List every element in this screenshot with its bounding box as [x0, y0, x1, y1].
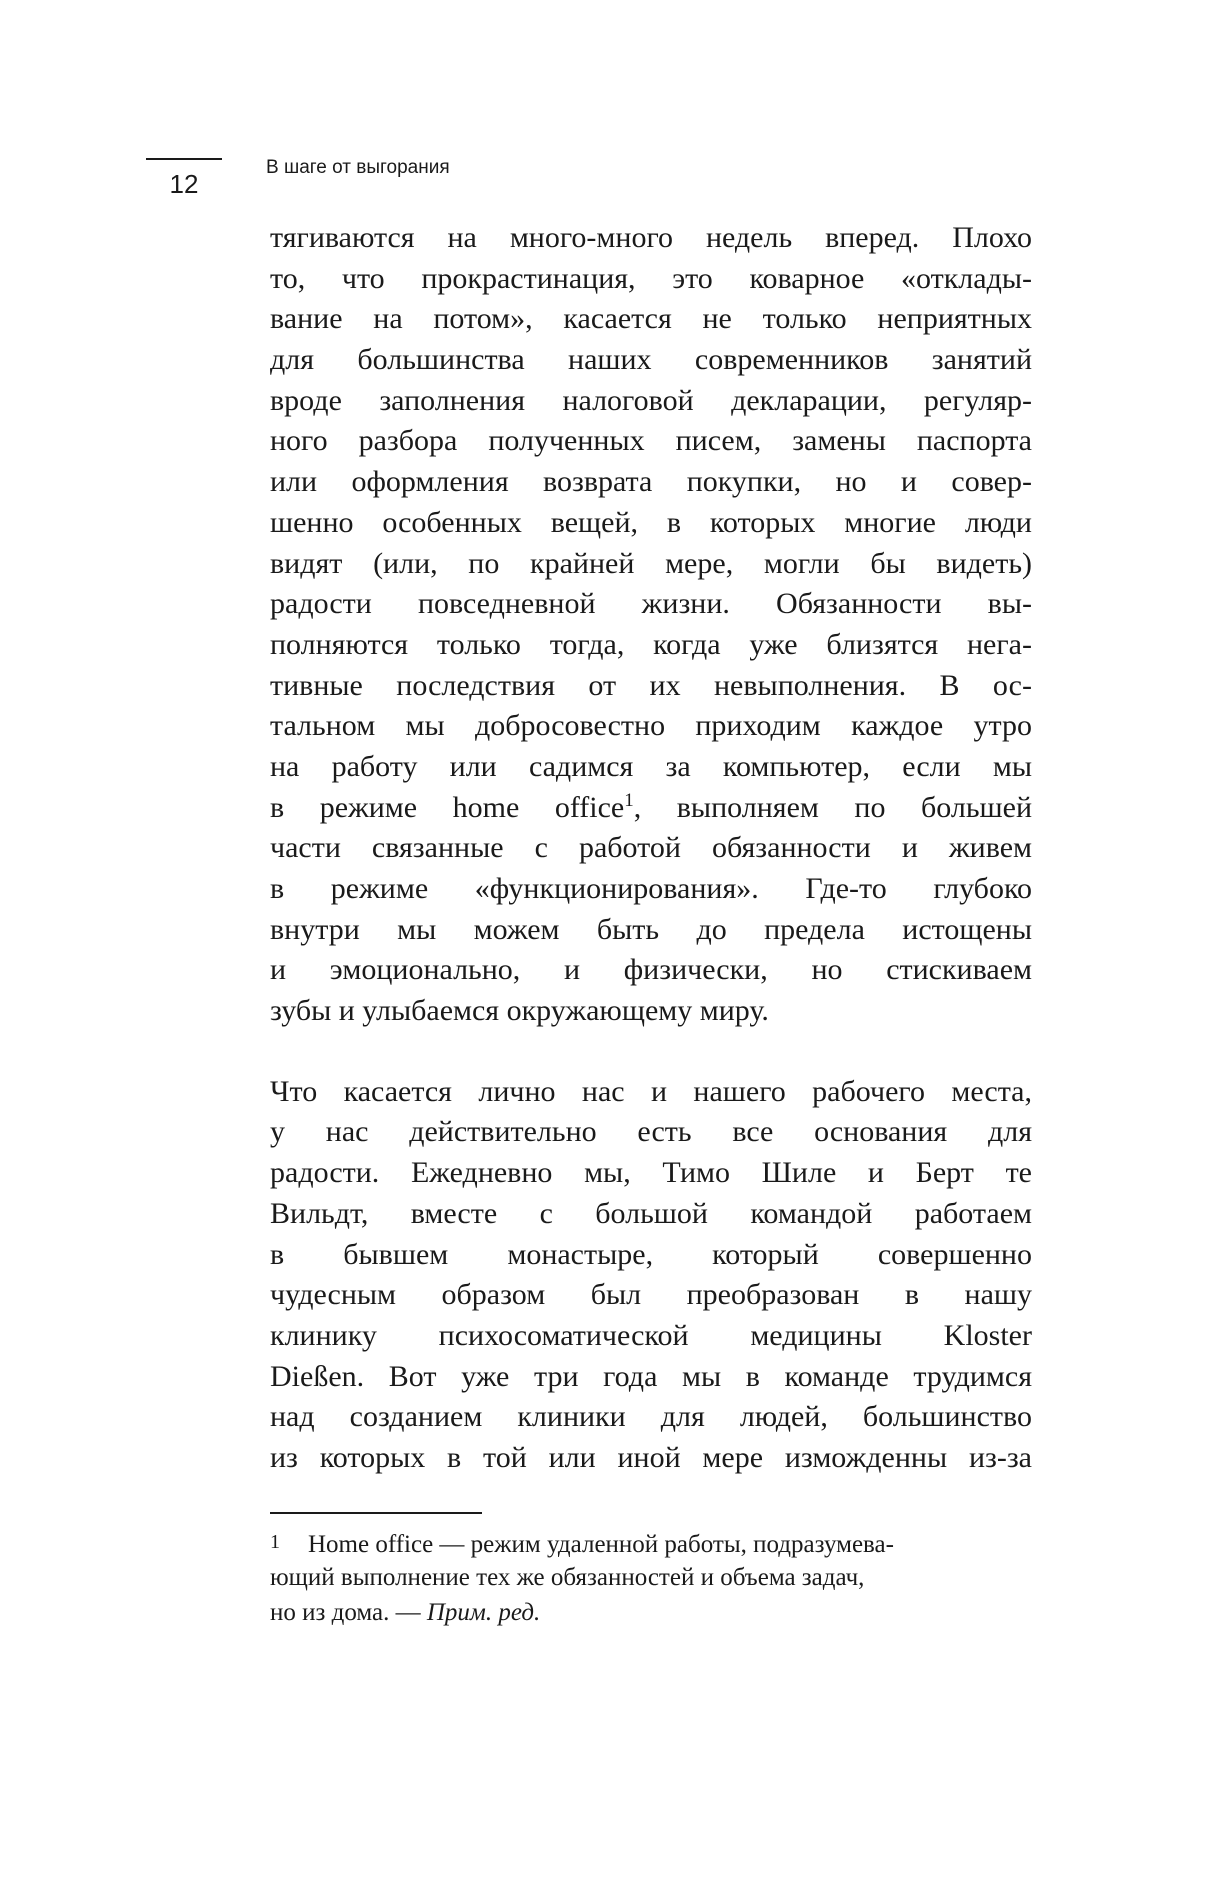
footnote	[270, 1525, 1032, 1630]
text-line: для большинства наших современников занятий	[270, 343, 1032, 377]
running-head: В шаге от выгорания	[266, 157, 450, 178]
text-line: радости. Ежедневно мы, Тимо Шиле и Берт те	[270, 1156, 1032, 1190]
footnote-line	[270, 1595, 1032, 1630]
footnote-reference[interactable]: 1	[624, 789, 634, 811]
text-line: внутри мы можем быть до предела истощены	[270, 912, 1032, 946]
footnote-line	[270, 1525, 1032, 1560]
text-line: из которых в той или иной мере изможденны из-за	[270, 1440, 1032, 1474]
text-line: то, что прокрастинация, это коварное «отклады-	[270, 261, 1032, 295]
text-line: вание на потом», касается не только неприятных	[270, 302, 1032, 336]
text-line: радости повседневной жизни. Обязанности вы-	[270, 587, 1032, 621]
text-line: чудесным образом был преобразован в нашу	[270, 1278, 1032, 1312]
page-number: 12	[169, 169, 199, 199]
text-line: тивные последствия от их невыполнения. В ос-	[270, 668, 1032, 702]
paragraph-2	[270, 1072, 1032, 1479]
footnote-rule	[270, 1512, 482, 1514]
text-line: видят (или, по крайней мере, могли бы видеть)	[270, 546, 1032, 580]
header-rule	[146, 158, 222, 160]
footnote-text: Home office — режим удаленной работы, подразумева-	[308, 1531, 894, 1558]
body-text	[270, 218, 1032, 1479]
text-segment: , выполняем по большей	[633, 790, 1032, 824]
text-line: в режиме «функционирования». Где-то глубоко	[270, 872, 1032, 905]
text-line: шенно особенных вещей, в которых многие люди	[270, 505, 1032, 539]
text-line: в бывшем монастыре, который совершенно	[270, 1237, 1032, 1271]
paragraph-gap	[270, 1032, 1032, 1072]
footnote-text: но из дома. —	[270, 1599, 427, 1626]
footnote-number: 1	[270, 1531, 280, 1553]
text-line: ного разбора полученных писем, замены паспорта	[270, 424, 1032, 458]
text-line: зубы и улыбаемся окружающему миру.	[270, 994, 769, 1028]
text-line: Что касается лично нас и нашего рабочего места,	[270, 1074, 1032, 1108]
text-line: вроде заполнения налоговой декларации, регуляр-	[270, 383, 1032, 417]
text-line: или оформления возврата покупки, но и совер-	[270, 465, 1032, 499]
text-line: у нас действительно есть все основания для	[270, 1115, 1032, 1149]
text-line: тальном мы добросовестно приходим каждое утро	[270, 709, 1032, 743]
text-line: клинику психосоматической медицины Kloster	[270, 1318, 1032, 1352]
text-line: и эмоционально, и физически, но стискиваем	[270, 953, 1032, 987]
text-segment: в режиме home office	[270, 790, 625, 824]
text-line: над созданием клиники для людей, большинство	[270, 1400, 1032, 1434]
text-line: полняются только тогда, когда уже близятся нега-	[270, 627, 1032, 661]
text-line-with-footnote-ref	[270, 788, 1032, 829]
editor-note: Прим. ред.	[426, 1599, 541, 1626]
text-line: Вильдт, вместе с большой командой работаем	[270, 1196, 1032, 1230]
text-line: на работу или садимся за компьютер, если мы	[270, 749, 1032, 783]
text-line: Dießen. Вот уже три года мы в команде трудимся	[270, 1359, 1032, 1393]
text-line: части связанные с работой обязанности и живем	[270, 831, 1032, 865]
footnote-line: ющий выполнение тех же обязанностей и объема задач,	[270, 1564, 865, 1591]
paragraph-1	[270, 218, 1032, 1032]
text-line: тягиваются на много-много недель вперед. Плохо	[270, 221, 1032, 254]
